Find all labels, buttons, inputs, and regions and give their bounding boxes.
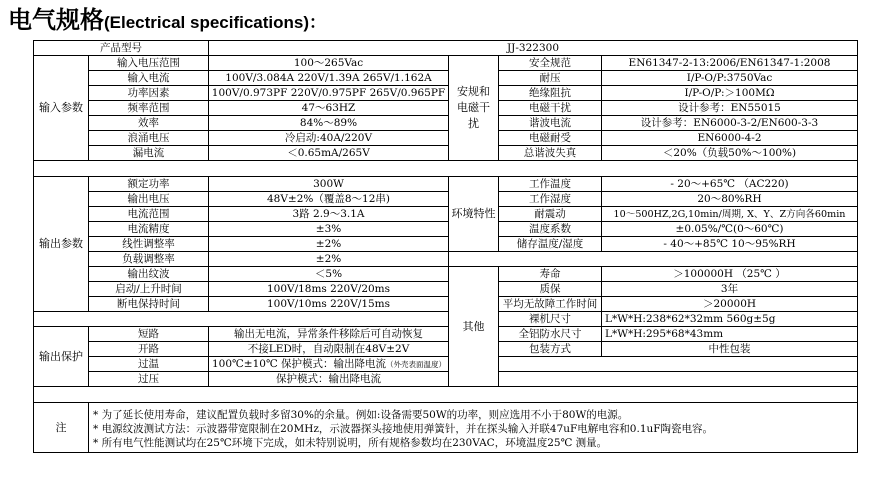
- table-row: [34, 146, 858, 161]
- title-zh: 电气规格: [8, 6, 104, 34]
- spacer-cell: [34, 312, 449, 327]
- spec-value: 100V/0.973PF 220V/0.975PF 265V/0.965PF: [209, 86, 449, 101]
- model-label: 产品型号: [34, 41, 209, 56]
- spec-label: 绝缘阻抗: [499, 86, 602, 101]
- spec-value: 47～63HZ: [209, 101, 449, 116]
- spacer-cell: [499, 357, 858, 372]
- spec-value: 100V/3.084A 220V/1.39A 265V/1.162A: [209, 71, 449, 86]
- spec-label: 包装方式: [499, 342, 602, 357]
- spec-label: 裸机尺寸: [499, 312, 602, 327]
- spec-label: 断电保持时间: [89, 297, 209, 312]
- spec-label: 启动/上升时间: [89, 282, 209, 297]
- spec-label: 电磁耐受: [499, 131, 602, 146]
- spec-value: 300W: [209, 177, 449, 192]
- spacer-cell: [34, 161, 858, 177]
- table-row: [34, 252, 858, 267]
- spec-value: ±0.05%/℃(0～60℃): [602, 222, 858, 237]
- spec-label: 寿命: [499, 267, 602, 282]
- table-row: [34, 342, 858, 357]
- table-row: [34, 86, 858, 101]
- spec-label: 功率因素: [89, 86, 209, 101]
- spec-value: 84%～89%: [209, 116, 449, 131]
- table-row: [34, 357, 858, 372]
- spec-label: 开路: [89, 342, 209, 357]
- spec-value: 不接LED时，自动限制在48V±2V: [209, 342, 449, 357]
- table-row: [34, 71, 858, 86]
- notes-row: [34, 403, 858, 453]
- table-row: [34, 222, 858, 237]
- other-section-label: 其他: [449, 267, 499, 387]
- table-row: [34, 101, 858, 116]
- model-value: JJ-322300: [209, 41, 858, 56]
- spec-label: 负载调整率: [89, 252, 209, 267]
- table-row: [34, 207, 858, 222]
- spec-value: 保护模式：输出降电流: [209, 372, 449, 387]
- table-row: [34, 372, 858, 387]
- table-row: [34, 327, 858, 342]
- page-title: [8, 2, 326, 38]
- spacer-row: [34, 161, 858, 177]
- table-row: [34, 237, 858, 252]
- spec-label: 频率范围: [89, 101, 209, 116]
- spec-label: 储存温度/湿度: [499, 237, 602, 252]
- notes-cell: [89, 403, 858, 453]
- spec-label: 安全规范: [499, 56, 602, 71]
- spec-label: 谐波电流: [499, 116, 602, 131]
- spec-value: 20～80%RH: [602, 192, 858, 207]
- spec-value: 3年: [602, 282, 858, 297]
- spec-label: 效率: [89, 116, 209, 131]
- spacer-row: [34, 387, 858, 403]
- spec-value: 48V±2%（覆盖8～12串): [209, 192, 449, 207]
- spec-table: [33, 40, 858, 453]
- spec-label: 电流精度: [89, 222, 209, 237]
- spec-label: 电流范围: [89, 207, 209, 222]
- spec-label: 工作湿度: [499, 192, 602, 207]
- spec-value: L*W*H:238*62*32mm 560g±5g: [602, 312, 858, 327]
- spec-label: 电磁干扰: [499, 101, 602, 116]
- spec-label: 工作温度: [499, 177, 602, 192]
- spacer-cell: [449, 252, 858, 267]
- spec-label: 平均无故障工作时间: [499, 297, 602, 312]
- spec-label: 温度系数: [499, 222, 602, 237]
- input-section-label: 输入参数: [34, 56, 89, 161]
- spacer-cell: [34, 387, 858, 403]
- spec-value: ＜20%（负载50%～100%): [602, 146, 858, 161]
- spec-value: EN6000-4-2: [602, 131, 858, 146]
- spec-value: I/P-O/P:＞100MΩ: [602, 86, 858, 101]
- spec-label: 漏电流: [89, 146, 209, 161]
- table-row: [34, 177, 858, 192]
- table-row: [34, 131, 858, 146]
- spec-value: 设计参考：EN6000-3-2/EN600-3-3: [602, 116, 858, 131]
- spec-label: 线性调整率: [89, 237, 209, 252]
- spec-label: 耐震动: [499, 207, 602, 222]
- spec-value: 3路 2.9～3.1A: [209, 207, 449, 222]
- spec-label: 输出纹波: [89, 267, 209, 282]
- table-row: [34, 192, 858, 207]
- spec-label: 输出电压: [89, 192, 209, 207]
- table-row: [34, 297, 858, 312]
- table-row: [34, 41, 858, 56]
- spec-value: ±3%: [209, 222, 449, 237]
- spec-value: ＞20000H: [602, 297, 858, 312]
- environment-section-label: 环境特性: [449, 177, 499, 252]
- spec-value: - 40～+85℃ 10～95%RH: [602, 237, 858, 252]
- spec-value: 输出无电流，异常条件移除后可自动恢复: [209, 327, 449, 342]
- table-row: [34, 116, 858, 131]
- spec-label: 耐压: [499, 71, 602, 86]
- notes-label: 注: [34, 403, 89, 453]
- spec-label: 全铝防水尺寸: [499, 327, 602, 342]
- spec-value: EN61347-2-13:2006/EN61347-1:2008: [602, 56, 858, 71]
- spec-value: ＞100000H （25℃ ）: [602, 267, 858, 282]
- spec-value: 100V/18ms 220V/20ms: [209, 282, 449, 297]
- protection-section-label: 输出保护: [34, 327, 89, 387]
- overtemp-value: 100℃±10℃ 保护模式：输出降电流: [212, 357, 387, 370]
- spec-label: 过温: [89, 357, 209, 372]
- spec-value: ±2%: [209, 237, 449, 252]
- spec-label: 质保: [499, 282, 602, 297]
- spec-value: I/P-O/P:3750Vac: [602, 71, 858, 86]
- spec-value: L*W*H:295*68*43mm: [602, 327, 858, 342]
- note-item: * 所有电气性能测试均在25℃环境下完成，如未特别说明，所有规格参数均在230VAC，环境温度25℃ 测量。: [93, 437, 608, 449]
- note-item: * 电源纹波测试方法：示波器带宽限制在20MHz，示波器探头接地使用弹簧针，并在探头输入并联47uF电解电容和0.1uF陶瓷电容。: [93, 423, 714, 435]
- spec-value: 10～500HZ,2G,10min/周期, X、Y、Z方向各60min: [602, 207, 858, 222]
- spec-label: 浪涌电压: [89, 131, 209, 146]
- spec-value: ＜5%: [209, 267, 449, 282]
- overtemp-note: （外壳表面温度）: [386, 359, 447, 369]
- table-row: [34, 267, 858, 282]
- spec-label: 输入电压范围: [89, 56, 209, 71]
- spec-label: 过压: [89, 372, 209, 387]
- table-row: [34, 56, 858, 71]
- spec-value: [209, 357, 449, 372]
- output-section-label: 输出参数: [34, 177, 89, 312]
- spec-value: 冷启动:40A/220V: [209, 131, 449, 146]
- spec-value: ＜0.65mA/265V: [209, 146, 449, 161]
- spec-label: 短路: [89, 327, 209, 342]
- safety-section-label: 安规和电磁干扰: [449, 56, 499, 161]
- table-row: [34, 282, 858, 297]
- spec-label: 额定功率: [89, 177, 209, 192]
- spec-value: 100V/10ms 220V/15ms: [209, 297, 449, 312]
- note-item: * 为了延长使用寿命，建议配置负载时多留30%的余量。例如:设备需要50W的功率，则应选用不小于80W的电源。: [93, 409, 629, 421]
- table-row: [34, 312, 858, 327]
- spec-label: 输入电流: [89, 71, 209, 86]
- spec-value: ±2%: [209, 252, 449, 267]
- title-en: (Electrical specifications)：: [104, 13, 327, 32]
- spec-value: - 20～+65℃ （AC220): [602, 177, 858, 192]
- spacer-cell: [499, 372, 858, 387]
- spec-label: 总谐波失真: [499, 146, 602, 161]
- spec-value: 100～265Vac: [209, 56, 449, 71]
- spec-value: 中性包装: [602, 342, 858, 357]
- spec-value: 设计参考：EN55015: [602, 101, 858, 116]
